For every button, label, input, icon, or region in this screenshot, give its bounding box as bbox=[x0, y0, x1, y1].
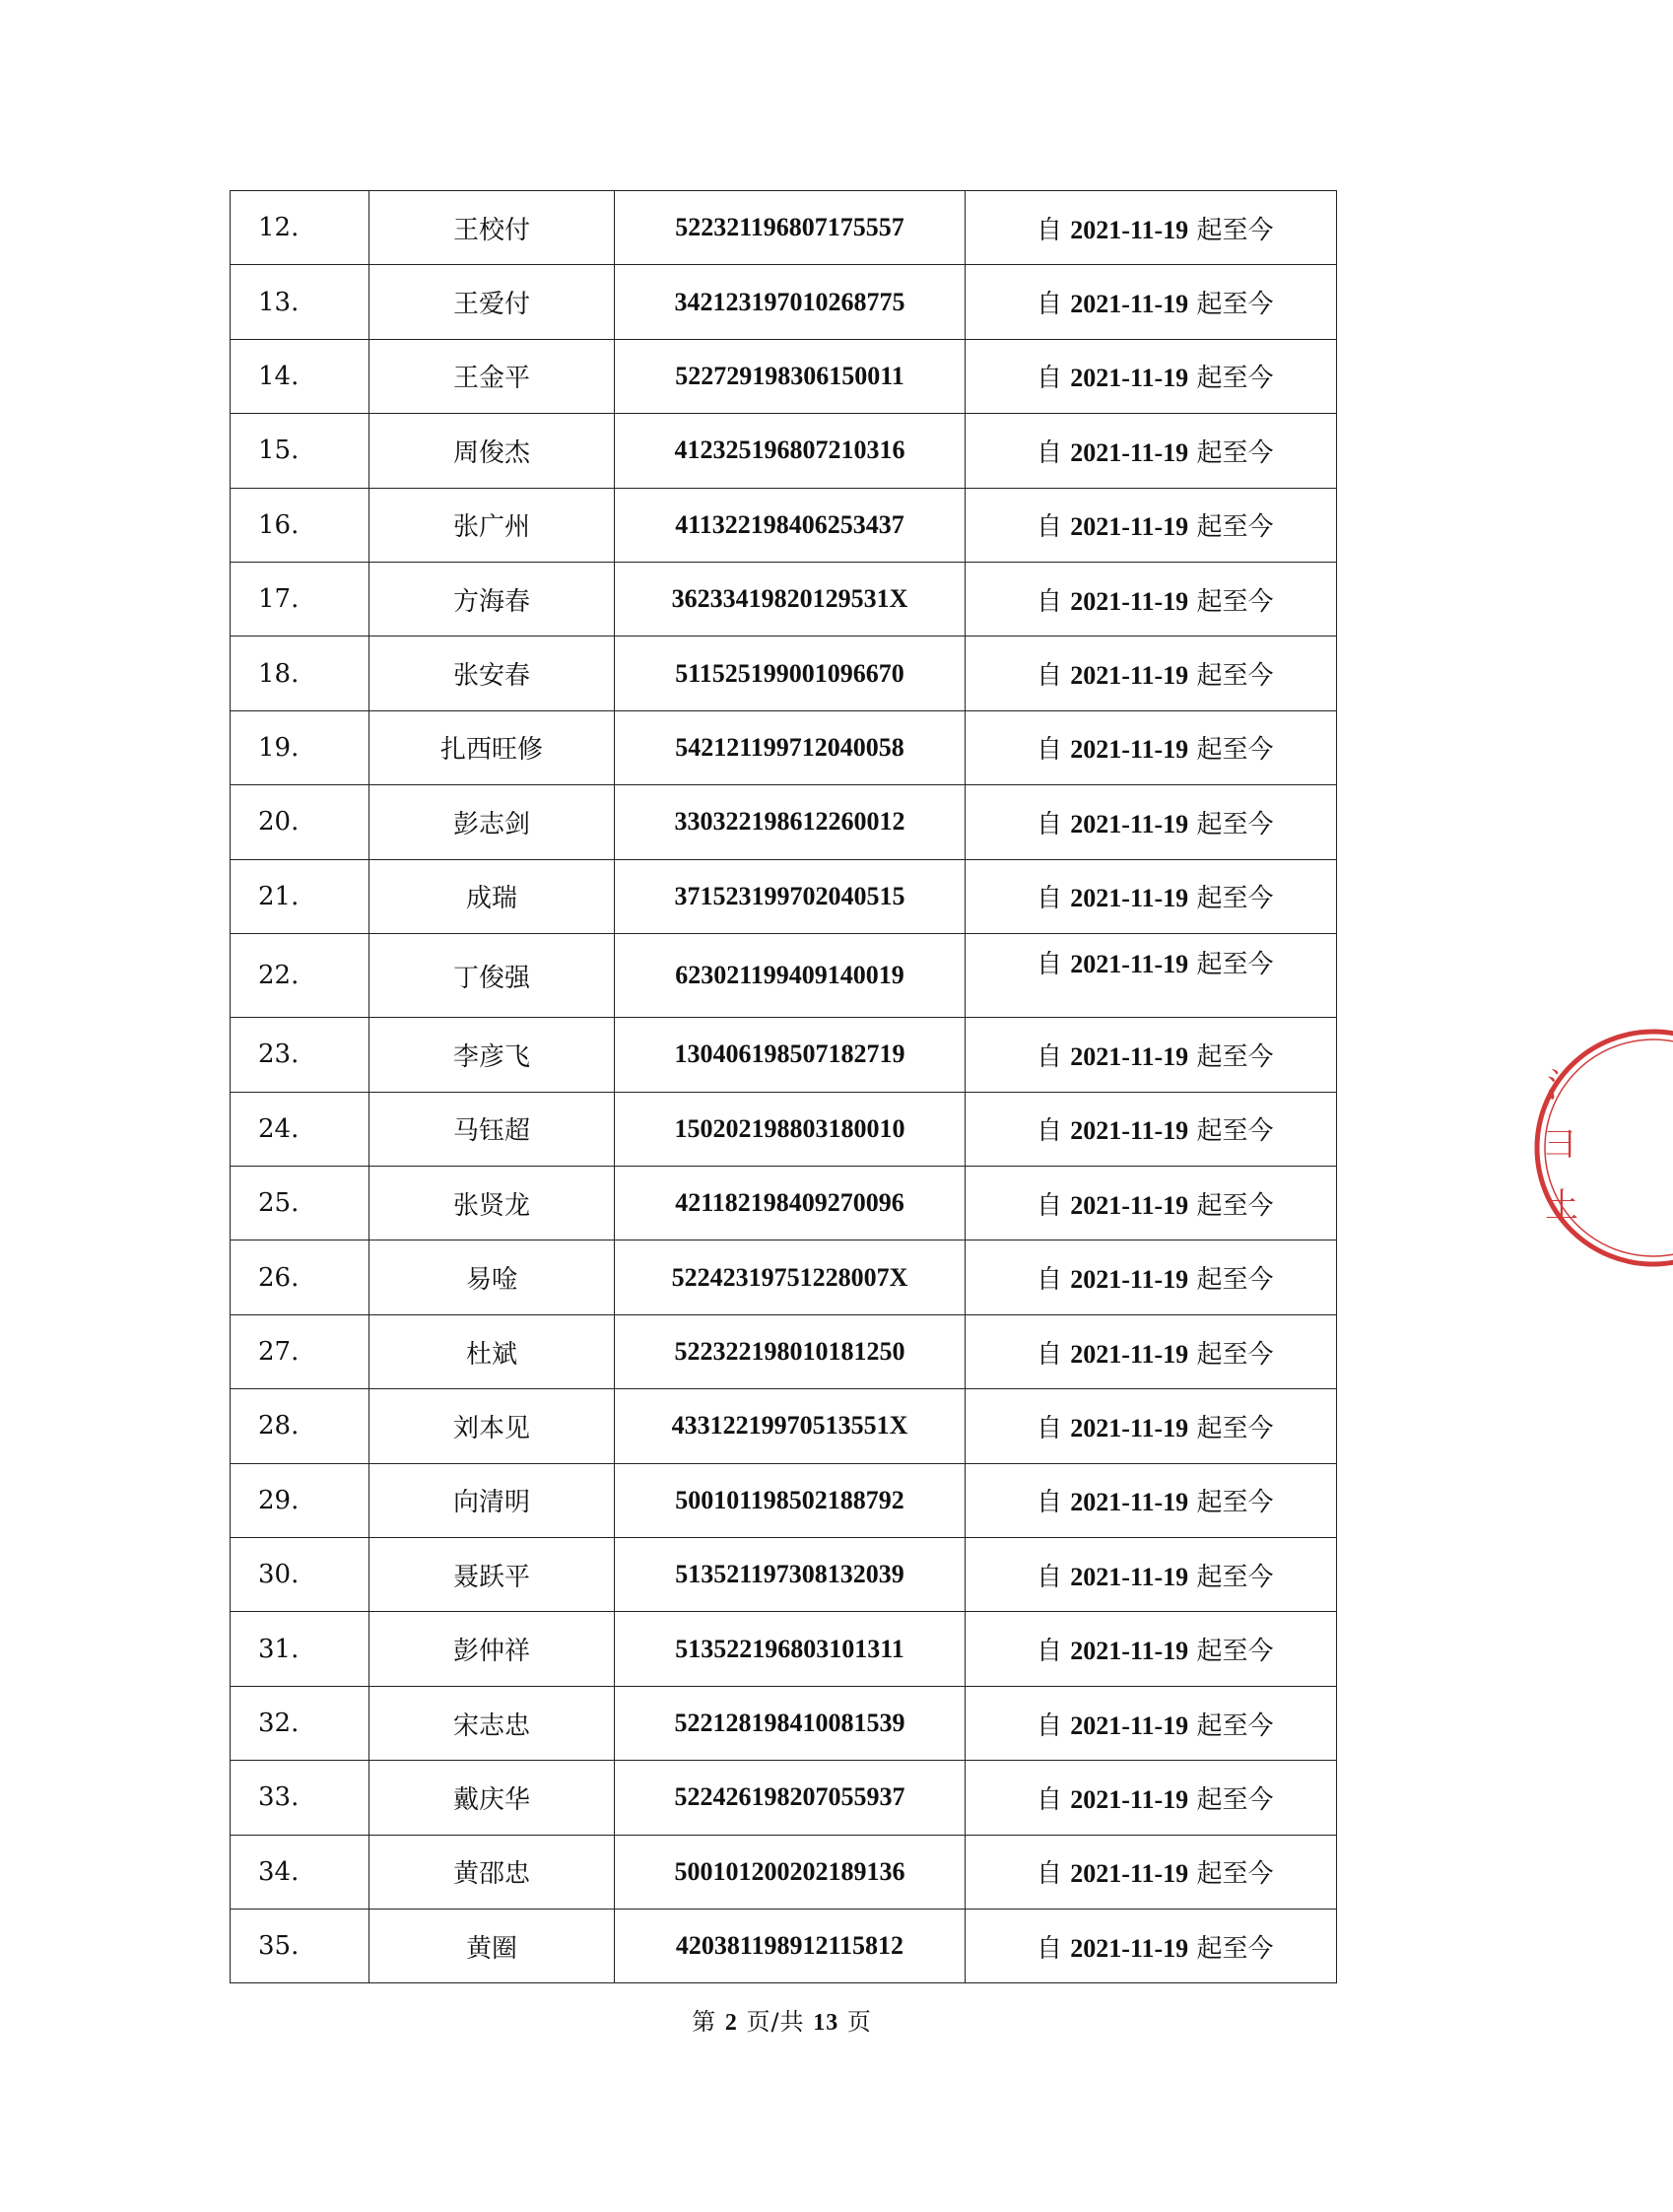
table-row bbox=[231, 1167, 1337, 1240]
name-cell: 王校付 bbox=[369, 191, 615, 265]
row-number-cell: 24. bbox=[231, 1092, 369, 1166]
table-row bbox=[231, 1463, 1337, 1537]
period-prefix: 自 bbox=[1037, 437, 1063, 468]
row-number-cell: 27. bbox=[231, 1314, 369, 1388]
period-cell bbox=[966, 1538, 1337, 1612]
period-date: 2021-11-19 bbox=[1070, 1041, 1189, 1071]
name-cell: 李彦飞 bbox=[369, 1018, 615, 1092]
id-number-cell: 511525199001096670 bbox=[615, 637, 966, 710]
row-number-cell: 32. bbox=[231, 1686, 369, 1760]
table-row bbox=[231, 1612, 1337, 1686]
period-suffix: 起至今 bbox=[1196, 1933, 1274, 1964]
period-date: 2021-11-19 bbox=[1070, 1488, 1189, 1517]
footer-page-total: 13 bbox=[813, 2010, 839, 2036]
row-number-cell: 13. bbox=[231, 265, 369, 339]
period-suffix: 起至今 bbox=[1196, 884, 1274, 914]
period-date: 2021-11-19 bbox=[1070, 1339, 1189, 1369]
name-cell: 宋志忠 bbox=[369, 1686, 615, 1760]
period-suffix: 起至今 bbox=[1196, 290, 1274, 320]
table-row bbox=[231, 933, 1337, 1017]
row-number-cell: 22. bbox=[231, 933, 369, 1017]
period-date: 2021-11-19 bbox=[1070, 1190, 1189, 1220]
svg-text:⼟: ⼟ bbox=[1545, 1186, 1578, 1226]
period-date: 2021-11-19 bbox=[1070, 290, 1189, 319]
table-row bbox=[231, 488, 1337, 562]
period-suffix: 起至今 bbox=[1196, 1116, 1274, 1147]
period-suffix: 起至今 bbox=[1196, 215, 1274, 245]
id-number-cell: 623021199409140019 bbox=[615, 933, 966, 1017]
period-prefix: 自 bbox=[1037, 661, 1063, 692]
row-number-cell: 23. bbox=[231, 1018, 369, 1092]
period-prefix: 自 bbox=[1037, 1339, 1063, 1370]
name-cell: 王爱付 bbox=[369, 265, 615, 339]
footer-page-prefix: 第 bbox=[692, 2008, 717, 2036]
id-number-cell: 513522196803101311 bbox=[615, 1612, 966, 1686]
period-prefix: 自 bbox=[1037, 884, 1063, 914]
period-suffix: 起至今 bbox=[1196, 1637, 1274, 1667]
row-number-cell: 31. bbox=[231, 1612, 369, 1686]
period-date: 2021-11-19 bbox=[1070, 949, 1189, 978]
period-prefix: 自 bbox=[1037, 1933, 1063, 1964]
period-cell bbox=[966, 488, 1337, 562]
name-cell: 王金平 bbox=[369, 339, 615, 413]
period-cell bbox=[966, 1761, 1337, 1835]
name-cell: 杜斌 bbox=[369, 1314, 615, 1388]
id-number-cell: 542121199712040058 bbox=[615, 710, 966, 784]
table-row bbox=[231, 265, 1337, 339]
period-prefix: 自 bbox=[1037, 1116, 1063, 1147]
row-number-cell: 29. bbox=[231, 1463, 369, 1537]
id-number-cell: 36233419820129531X bbox=[615, 562, 966, 636]
name-cell: 彭志剑 bbox=[369, 785, 615, 859]
period-prefix: 自 bbox=[1037, 949, 1063, 979]
period-cell bbox=[966, 1612, 1337, 1686]
id-number-cell: 43312219970513551X bbox=[615, 1389, 966, 1463]
row-number-cell: 12. bbox=[231, 191, 369, 265]
period-date: 2021-11-19 bbox=[1070, 809, 1189, 838]
period-cell bbox=[966, 1240, 1337, 1314]
period-date: 2021-11-19 bbox=[1070, 884, 1189, 913]
id-number-cell: 522426198207055937 bbox=[615, 1761, 966, 1835]
period-cell bbox=[966, 1835, 1337, 1909]
id-number-cell: 371523199702040515 bbox=[615, 859, 966, 933]
period-cell bbox=[966, 1018, 1337, 1092]
table-row bbox=[231, 339, 1337, 413]
table-row bbox=[231, 1018, 1337, 1092]
name-cell: 向清明 bbox=[369, 1463, 615, 1537]
period-suffix: 起至今 bbox=[1196, 364, 1274, 394]
roster-table bbox=[230, 190, 1337, 1983]
period-cell bbox=[966, 1092, 1337, 1166]
footer-page-suffix: 页 bbox=[846, 2008, 872, 2036]
period-suffix: 起至今 bbox=[1196, 1562, 1274, 1592]
period-date: 2021-11-19 bbox=[1070, 661, 1189, 691]
period-cell bbox=[966, 562, 1337, 636]
table-row bbox=[231, 191, 1337, 265]
row-number-cell: 15. bbox=[231, 414, 369, 488]
id-number-cell: 500101198502188792 bbox=[615, 1463, 966, 1537]
name-cell: 彭仲祥 bbox=[369, 1612, 615, 1686]
period-suffix: 起至今 bbox=[1196, 809, 1274, 839]
name-cell: 丁俊强 bbox=[369, 933, 615, 1017]
period-date: 2021-11-19 bbox=[1070, 1637, 1189, 1666]
period-prefix: 自 bbox=[1037, 1710, 1063, 1741]
row-number-cell: 17. bbox=[231, 562, 369, 636]
table-row bbox=[231, 1240, 1337, 1314]
period-date: 2021-11-19 bbox=[1070, 1562, 1189, 1591]
row-number-cell: 25. bbox=[231, 1167, 369, 1240]
period-cell bbox=[966, 265, 1337, 339]
period-date: 2021-11-19 bbox=[1070, 1710, 1189, 1740]
period-prefix: 自 bbox=[1037, 364, 1063, 394]
period-prefix: 自 bbox=[1037, 735, 1063, 766]
period-date: 2021-11-19 bbox=[1070, 512, 1189, 542]
id-number-cell: 420381198912115812 bbox=[615, 1909, 966, 1982]
id-number-cell: 130406198507182719 bbox=[615, 1018, 966, 1092]
table-row bbox=[231, 414, 1337, 488]
period-date: 2021-11-19 bbox=[1070, 364, 1189, 393]
period-cell bbox=[966, 1686, 1337, 1760]
name-cell: 刘本见 bbox=[369, 1389, 615, 1463]
id-number-cell: 522729198306150011 bbox=[615, 339, 966, 413]
period-suffix: 起至今 bbox=[1196, 949, 1274, 979]
period-cell bbox=[966, 710, 1337, 784]
period-suffix: 起至今 bbox=[1196, 1339, 1274, 1370]
footer-page-number: 2 bbox=[724, 2010, 738, 2036]
period-cell bbox=[966, 191, 1337, 265]
id-number-cell: 513521197308132039 bbox=[615, 1538, 966, 1612]
table-row bbox=[231, 1761, 1337, 1835]
period-date: 2021-11-19 bbox=[1070, 1116, 1189, 1146]
name-cell: 扎西旺修 bbox=[369, 710, 615, 784]
period-cell bbox=[966, 1167, 1337, 1240]
period-cell bbox=[966, 785, 1337, 859]
period-prefix: 自 bbox=[1037, 1859, 1063, 1890]
period-suffix: 起至今 bbox=[1196, 1413, 1274, 1443]
period-suffix: 起至今 bbox=[1196, 512, 1274, 543]
id-number-cell: 522322198010181250 bbox=[615, 1314, 966, 1388]
period-prefix: 自 bbox=[1037, 1637, 1063, 1667]
period-prefix: 自 bbox=[1037, 290, 1063, 320]
period-cell bbox=[966, 859, 1337, 933]
table-row bbox=[231, 710, 1337, 784]
period-cell bbox=[966, 637, 1337, 710]
period-prefix: 自 bbox=[1037, 1041, 1063, 1072]
period-prefix: 自 bbox=[1037, 1265, 1063, 1296]
period-prefix: 自 bbox=[1037, 215, 1063, 245]
row-number-cell: 35. bbox=[231, 1909, 369, 1982]
period-cell bbox=[966, 414, 1337, 488]
table-row bbox=[231, 1389, 1337, 1463]
row-number-cell: 20. bbox=[231, 785, 369, 859]
period-date: 2021-11-19 bbox=[1070, 1265, 1189, 1295]
id-number-cell: 52242319751228007X bbox=[615, 1240, 966, 1314]
name-cell: 成瑞 bbox=[369, 859, 615, 933]
svg-text:⺡: ⺡ bbox=[1547, 1066, 1580, 1106]
table-row bbox=[231, 637, 1337, 710]
name-cell: 周俊杰 bbox=[369, 414, 615, 488]
period-cell bbox=[966, 1909, 1337, 1982]
table-row bbox=[231, 785, 1337, 859]
name-cell: 马钰超 bbox=[369, 1092, 615, 1166]
period-suffix: 起至今 bbox=[1196, 586, 1274, 617]
period-prefix: 自 bbox=[1037, 1488, 1063, 1518]
name-cell: 聂跃平 bbox=[369, 1538, 615, 1612]
official-seal-icon bbox=[1525, 1020, 1673, 1276]
name-cell: 张安春 bbox=[369, 637, 615, 710]
name-cell: 戴庆华 bbox=[369, 1761, 615, 1835]
period-suffix: 起至今 bbox=[1196, 1190, 1274, 1221]
row-number-cell: 30. bbox=[231, 1538, 369, 1612]
table-row bbox=[231, 562, 1337, 636]
period-prefix: 自 bbox=[1037, 1784, 1063, 1815]
period-date: 2021-11-19 bbox=[1070, 215, 1189, 244]
period-cell bbox=[966, 1389, 1337, 1463]
row-number-cell: 34. bbox=[231, 1835, 369, 1909]
row-number-cell: 18. bbox=[231, 637, 369, 710]
period-prefix: 自 bbox=[1037, 1562, 1063, 1592]
name-cell: 黄圈 bbox=[369, 1909, 615, 1982]
name-cell: 张广州 bbox=[369, 488, 615, 562]
page-footer bbox=[0, 2002, 1564, 2037]
svg-text:⺕: ⺕ bbox=[1543, 1125, 1576, 1165]
period-cell bbox=[966, 1314, 1337, 1388]
id-number-cell: 500101200202189136 bbox=[615, 1835, 966, 1909]
period-suffix: 起至今 bbox=[1196, 1488, 1274, 1518]
name-cell: 易唫 bbox=[369, 1240, 615, 1314]
row-number-cell: 16. bbox=[231, 488, 369, 562]
period-suffix: 起至今 bbox=[1196, 661, 1274, 692]
table-row bbox=[231, 1538, 1337, 1612]
period-date: 2021-11-19 bbox=[1070, 1784, 1189, 1814]
period-prefix: 自 bbox=[1037, 1190, 1063, 1221]
roster-table-body bbox=[231, 191, 1337, 1983]
table-row bbox=[231, 859, 1337, 933]
id-number-cell: 150202198803180010 bbox=[615, 1092, 966, 1166]
period-suffix: 起至今 bbox=[1196, 1784, 1274, 1815]
row-number-cell: 26. bbox=[231, 1240, 369, 1314]
id-number-cell: 330322198612260012 bbox=[615, 785, 966, 859]
name-cell: 张贤龙 bbox=[369, 1167, 615, 1240]
id-number-cell: 522128198410081539 bbox=[615, 1686, 966, 1760]
row-number-cell: 21. bbox=[231, 859, 369, 933]
period-prefix: 自 bbox=[1037, 512, 1063, 543]
table-row bbox=[231, 1686, 1337, 1760]
footer-page-middle: 页/共 bbox=[746, 2008, 805, 2036]
period-cell bbox=[966, 1463, 1337, 1537]
period-suffix: 起至今 bbox=[1196, 437, 1274, 468]
period-prefix: 自 bbox=[1037, 1413, 1063, 1443]
period-suffix: 起至今 bbox=[1196, 1859, 1274, 1890]
period-suffix: 起至今 bbox=[1196, 735, 1274, 766]
row-number-cell: 33. bbox=[231, 1761, 369, 1835]
id-number-cell: 412325196807210316 bbox=[615, 414, 966, 488]
name-cell: 方海春 bbox=[369, 562, 615, 636]
name-cell: 黄邵忠 bbox=[369, 1835, 615, 1909]
period-date: 2021-11-19 bbox=[1070, 735, 1189, 765]
period-date: 2021-11-19 bbox=[1070, 1859, 1189, 1889]
table-row bbox=[231, 1835, 1337, 1909]
period-suffix: 起至今 bbox=[1196, 1041, 1274, 1072]
period-cell bbox=[966, 339, 1337, 413]
period-prefix: 自 bbox=[1037, 809, 1063, 839]
period-prefix: 自 bbox=[1037, 586, 1063, 617]
id-number-cell: 411322198406253437 bbox=[615, 488, 966, 562]
period-cell bbox=[966, 933, 1337, 1017]
id-number-cell: 421182198409270096 bbox=[615, 1167, 966, 1240]
id-number-cell: 522321196807175557 bbox=[615, 191, 966, 265]
row-number-cell: 14. bbox=[231, 339, 369, 413]
period-suffix: 起至今 bbox=[1196, 1265, 1274, 1296]
table-row bbox=[231, 1909, 1337, 1982]
period-date: 2021-11-19 bbox=[1070, 586, 1189, 616]
id-number-cell: 342123197010268775 bbox=[615, 265, 966, 339]
row-number-cell: 19. bbox=[231, 710, 369, 784]
period-date: 2021-11-19 bbox=[1070, 1413, 1189, 1442]
table-row bbox=[231, 1092, 1337, 1166]
period-suffix: 起至今 bbox=[1196, 1710, 1274, 1741]
period-date: 2021-11-19 bbox=[1070, 1933, 1189, 1963]
row-number-cell: 28. bbox=[231, 1389, 369, 1463]
period-date: 2021-11-19 bbox=[1070, 437, 1189, 467]
table-row bbox=[231, 1314, 1337, 1388]
